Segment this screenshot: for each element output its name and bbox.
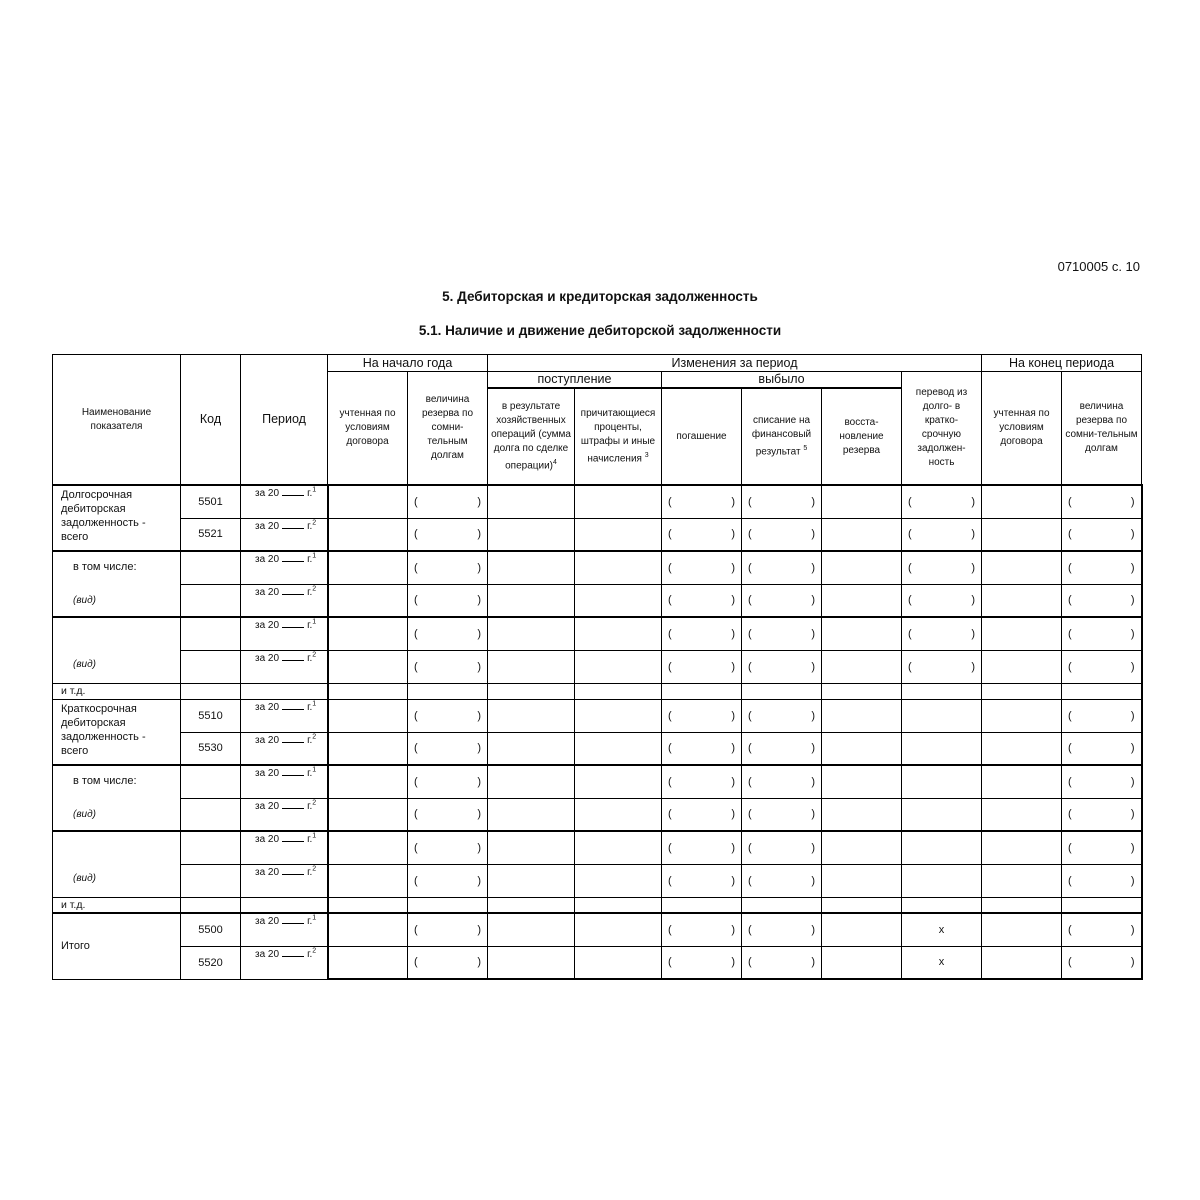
paren-cell: ( ) bbox=[902, 518, 982, 551]
period-cell: за 20 г.$^2$ bbox=[241, 650, 328, 683]
period-cell: за 20 г.$^1$ bbox=[241, 617, 328, 650]
value-cell bbox=[822, 831, 902, 864]
paren-cell: ( ) bbox=[662, 798, 742, 831]
value-cell bbox=[328, 485, 408, 518]
value-cell bbox=[982, 732, 1062, 765]
header-changes: Изменения за период bbox=[488, 355, 982, 372]
paren-cell: ( ) bbox=[408, 699, 488, 732]
paren-cell: ( ) bbox=[742, 551, 822, 584]
value-cell bbox=[575, 617, 662, 650]
receivables-table bbox=[52, 354, 1143, 980]
value-cell bbox=[488, 650, 575, 683]
row-name: Краткосрочная дебиторская задолженность - всего bbox=[53, 699, 181, 765]
value-cell bbox=[822, 765, 902, 798]
period-cell: за 20 г.$^2$ bbox=[241, 518, 328, 551]
value-cell bbox=[328, 551, 408, 584]
paren-cell: ( ) bbox=[1062, 864, 1142, 897]
value-cell bbox=[982, 617, 1062, 650]
value-cell bbox=[822, 650, 902, 683]
paren-cell: ( ) bbox=[1062, 485, 1142, 518]
header-business-ops: в результате хозяйственных операций (сумма долга по сделке операции)$^4$ bbox=[488, 388, 575, 485]
paren-cell: ( ) bbox=[408, 551, 488, 584]
value-cell bbox=[902, 831, 982, 864]
paren-cell: ( ) bbox=[1062, 946, 1142, 979]
value-cell bbox=[902, 765, 982, 798]
value-cell bbox=[822, 551, 902, 584]
value-cell bbox=[328, 831, 408, 864]
value-cell bbox=[488, 946, 575, 979]
period-cell: за 20 г.$^1$ bbox=[241, 485, 328, 518]
paren-cell: ( ) bbox=[408, 946, 488, 979]
row-code: 5521 bbox=[181, 518, 241, 551]
value-cell bbox=[488, 699, 575, 732]
etc-label: и т.д. bbox=[53, 683, 181, 699]
row-code: 5510 bbox=[181, 699, 241, 732]
value-cell bbox=[575, 864, 662, 897]
value-cell bbox=[982, 864, 1062, 897]
paren-cell: ( ) bbox=[408, 650, 488, 683]
value-cell bbox=[328, 798, 408, 831]
value-cell bbox=[575, 913, 662, 946]
header-transfer: перевод из долго- в кратко-срочную задолжен-ность bbox=[902, 372, 982, 486]
paren-cell: ( ) bbox=[662, 864, 742, 897]
value-cell bbox=[575, 485, 662, 518]
paren-cell: ( ) bbox=[662, 617, 742, 650]
row-code bbox=[181, 650, 241, 683]
paren-cell: ( ) bbox=[408, 798, 488, 831]
header-start-year: На начало года bbox=[328, 355, 488, 372]
paren-cell: ( ) bbox=[742, 831, 822, 864]
paren-cell: ( ) bbox=[902, 485, 982, 518]
row-name: Долгосрочная дебиторская задолженность - всего bbox=[53, 485, 181, 551]
paren-cell: ( ) bbox=[408, 518, 488, 551]
value-cell bbox=[328, 946, 408, 979]
value-cell bbox=[902, 732, 982, 765]
value-cell bbox=[575, 798, 662, 831]
paren-cell: ( ) bbox=[1062, 831, 1142, 864]
value-cell bbox=[982, 699, 1062, 732]
paren-cell: ( ) bbox=[408, 584, 488, 617]
paren-cell: ( ) bbox=[1062, 732, 1142, 765]
value-cell bbox=[575, 831, 662, 864]
value-cell bbox=[822, 913, 902, 946]
header-code: Код bbox=[181, 355, 241, 486]
paren-cell: ( ) bbox=[902, 617, 982, 650]
header-reserve-doubtful: величина резерва по сомни-тельным долгам bbox=[408, 372, 488, 486]
header-end-reserve: величина резерва по сомни-тельным долгам bbox=[1062, 372, 1142, 486]
row-code: 5501 bbox=[181, 485, 241, 518]
paren-cell: ( ) bbox=[1062, 551, 1142, 584]
row-code bbox=[181, 617, 241, 650]
period-cell: за 20 г.$^2$ bbox=[241, 798, 328, 831]
row-name: Итого bbox=[53, 913, 181, 979]
paren-cell: ( ) bbox=[662, 946, 742, 979]
paren-cell: ( ) bbox=[662, 584, 742, 617]
paren-cell: ( ) bbox=[408, 732, 488, 765]
value-cell bbox=[575, 650, 662, 683]
paren-cell: ( ) bbox=[662, 732, 742, 765]
section-title: 5. Дебиторская и кредиторская задолженность bbox=[442, 289, 758, 304]
paren-cell: ( ) bbox=[408, 864, 488, 897]
value-cell bbox=[822, 732, 902, 765]
period-cell: за 20 г.$^1$ bbox=[241, 913, 328, 946]
paren-cell: ( ) bbox=[902, 650, 982, 683]
paren-cell: ( ) bbox=[742, 946, 822, 979]
paren-cell: ( ) bbox=[742, 584, 822, 617]
value-cell bbox=[822, 617, 902, 650]
paren-cell: ( ) bbox=[662, 485, 742, 518]
value-cell bbox=[982, 831, 1062, 864]
period-cell: за 20 г.$^1$ bbox=[241, 831, 328, 864]
value-cell bbox=[488, 765, 575, 798]
value-cell bbox=[822, 798, 902, 831]
header-income: поступление bbox=[488, 372, 662, 389]
row-code bbox=[181, 831, 241, 864]
header-interest: причитающиеся проценты, штрафы и иные начисления $^3$ bbox=[575, 388, 662, 485]
value-cell bbox=[328, 584, 408, 617]
paren-cell: ( ) bbox=[662, 518, 742, 551]
row-code: 5530 bbox=[181, 732, 241, 765]
paren-cell: ( ) bbox=[408, 617, 488, 650]
value-cell bbox=[902, 798, 982, 831]
row-name: в том числе: (вид) bbox=[53, 765, 181, 831]
paren-cell: ( ) bbox=[662, 913, 742, 946]
paren-cell: ( ) bbox=[408, 485, 488, 518]
row-code bbox=[181, 551, 241, 584]
paren-cell: ( ) bbox=[408, 765, 488, 798]
row-code bbox=[181, 584, 241, 617]
cross-cell: х bbox=[902, 946, 982, 979]
period-cell: за 20 г.$^1$ bbox=[241, 551, 328, 584]
value-cell bbox=[488, 864, 575, 897]
paren-cell: ( ) bbox=[902, 551, 982, 584]
value-cell bbox=[822, 485, 902, 518]
header-name: Наименование показателя bbox=[53, 355, 181, 486]
paren-cell: ( ) bbox=[1062, 699, 1142, 732]
value-cell bbox=[488, 798, 575, 831]
value-cell bbox=[575, 699, 662, 732]
header-end-accounted: учтенная по условиям договора bbox=[982, 372, 1062, 486]
value-cell bbox=[575, 518, 662, 551]
paren-cell: ( ) bbox=[662, 551, 742, 584]
value-cell bbox=[328, 518, 408, 551]
value-cell bbox=[575, 765, 662, 798]
paren-cell: ( ) bbox=[742, 699, 822, 732]
paren-cell: ( ) bbox=[742, 765, 822, 798]
paren-cell: ( ) bbox=[1062, 798, 1142, 831]
row-code bbox=[181, 765, 241, 798]
value-cell bbox=[982, 765, 1062, 798]
period-cell: за 20 г.$^1$ bbox=[241, 699, 328, 732]
period-cell: за 20 г.$^1$ bbox=[241, 765, 328, 798]
paren-cell: ( ) bbox=[742, 518, 822, 551]
paren-cell: ( ) bbox=[1062, 617, 1142, 650]
row-name: (вид) bbox=[53, 831, 181, 897]
row-code: 5520 bbox=[181, 946, 241, 979]
period-cell: за 20 г.$^2$ bbox=[241, 732, 328, 765]
paren-cell: ( ) bbox=[742, 617, 822, 650]
value-cell bbox=[982, 650, 1062, 683]
value-cell bbox=[575, 551, 662, 584]
paren-cell: ( ) bbox=[1062, 913, 1142, 946]
row-code bbox=[181, 864, 241, 897]
header-accounted-contract: учтенная по условиям договора bbox=[328, 372, 408, 486]
header-outgo: выбыло bbox=[662, 372, 902, 389]
paren-cell: ( ) bbox=[742, 913, 822, 946]
value-cell bbox=[488, 913, 575, 946]
value-cell bbox=[488, 518, 575, 551]
etc-label: и т.д. bbox=[53, 897, 181, 913]
paren-cell: ( ) bbox=[662, 831, 742, 864]
value-cell bbox=[982, 551, 1062, 584]
paren-cell: ( ) bbox=[662, 699, 742, 732]
value-cell bbox=[575, 946, 662, 979]
value-cell bbox=[902, 699, 982, 732]
paren-cell: ( ) bbox=[902, 584, 982, 617]
value-cell bbox=[982, 913, 1062, 946]
value-cell bbox=[982, 485, 1062, 518]
paren-cell: ( ) bbox=[1062, 650, 1142, 683]
row-name: в том числе: (вид) bbox=[53, 551, 181, 617]
value-cell bbox=[575, 584, 662, 617]
paren-cell: ( ) bbox=[1062, 584, 1142, 617]
paren-cell: ( ) bbox=[742, 732, 822, 765]
cross-cell: х bbox=[902, 913, 982, 946]
period-cell: за 20 г.$^2$ bbox=[241, 584, 328, 617]
paren-cell: ( ) bbox=[1062, 765, 1142, 798]
paren-cell: ( ) bbox=[662, 650, 742, 683]
value-cell bbox=[488, 485, 575, 518]
header-end-period: На конец периода bbox=[982, 355, 1142, 372]
row-name: (вид) bbox=[53, 617, 181, 683]
header-repayment: погашение bbox=[662, 388, 742, 485]
value-cell bbox=[328, 765, 408, 798]
value-cell bbox=[328, 699, 408, 732]
value-cell bbox=[822, 864, 902, 897]
value-cell bbox=[328, 650, 408, 683]
value-cell bbox=[328, 617, 408, 650]
paren-cell: ( ) bbox=[742, 485, 822, 518]
value-cell bbox=[328, 913, 408, 946]
header-writeoff: списание на финансовый результат $^5$ bbox=[742, 388, 822, 485]
value-cell bbox=[488, 732, 575, 765]
value-cell bbox=[488, 617, 575, 650]
paren-cell: ( ) bbox=[742, 650, 822, 683]
form-code: 0710005 с. 10 bbox=[1057, 259, 1140, 274]
header-period: Период bbox=[241, 355, 328, 486]
value-cell bbox=[575, 732, 662, 765]
value-cell bbox=[982, 518, 1062, 551]
value-cell bbox=[328, 732, 408, 765]
period-cell: за 20 г.$^2$ bbox=[241, 864, 328, 897]
paren-cell: ( ) bbox=[408, 913, 488, 946]
value-cell bbox=[982, 798, 1062, 831]
value-cell bbox=[822, 699, 902, 732]
paren-cell: ( ) bbox=[662, 765, 742, 798]
value-cell bbox=[822, 946, 902, 979]
paren-cell: ( ) bbox=[742, 798, 822, 831]
header-restore: восста-новление резерва bbox=[822, 388, 902, 485]
row-code bbox=[181, 798, 241, 831]
value-cell bbox=[822, 584, 902, 617]
value-cell bbox=[982, 584, 1062, 617]
paren-cell: ( ) bbox=[742, 864, 822, 897]
paren-cell: ( ) bbox=[408, 831, 488, 864]
period-cell: за 20 г.$^2$ bbox=[241, 946, 328, 979]
value-cell bbox=[982, 946, 1062, 979]
value-cell bbox=[822, 518, 902, 551]
value-cell bbox=[328, 864, 408, 897]
value-cell bbox=[488, 551, 575, 584]
value-cell bbox=[902, 864, 982, 897]
subsection-title: 5.1. Наличие и движение дебиторской задолженности bbox=[418, 323, 782, 338]
paren-cell: ( ) bbox=[1062, 518, 1142, 551]
value-cell bbox=[488, 584, 575, 617]
value-cell bbox=[488, 831, 575, 864]
row-code: 5500 bbox=[181, 913, 241, 946]
